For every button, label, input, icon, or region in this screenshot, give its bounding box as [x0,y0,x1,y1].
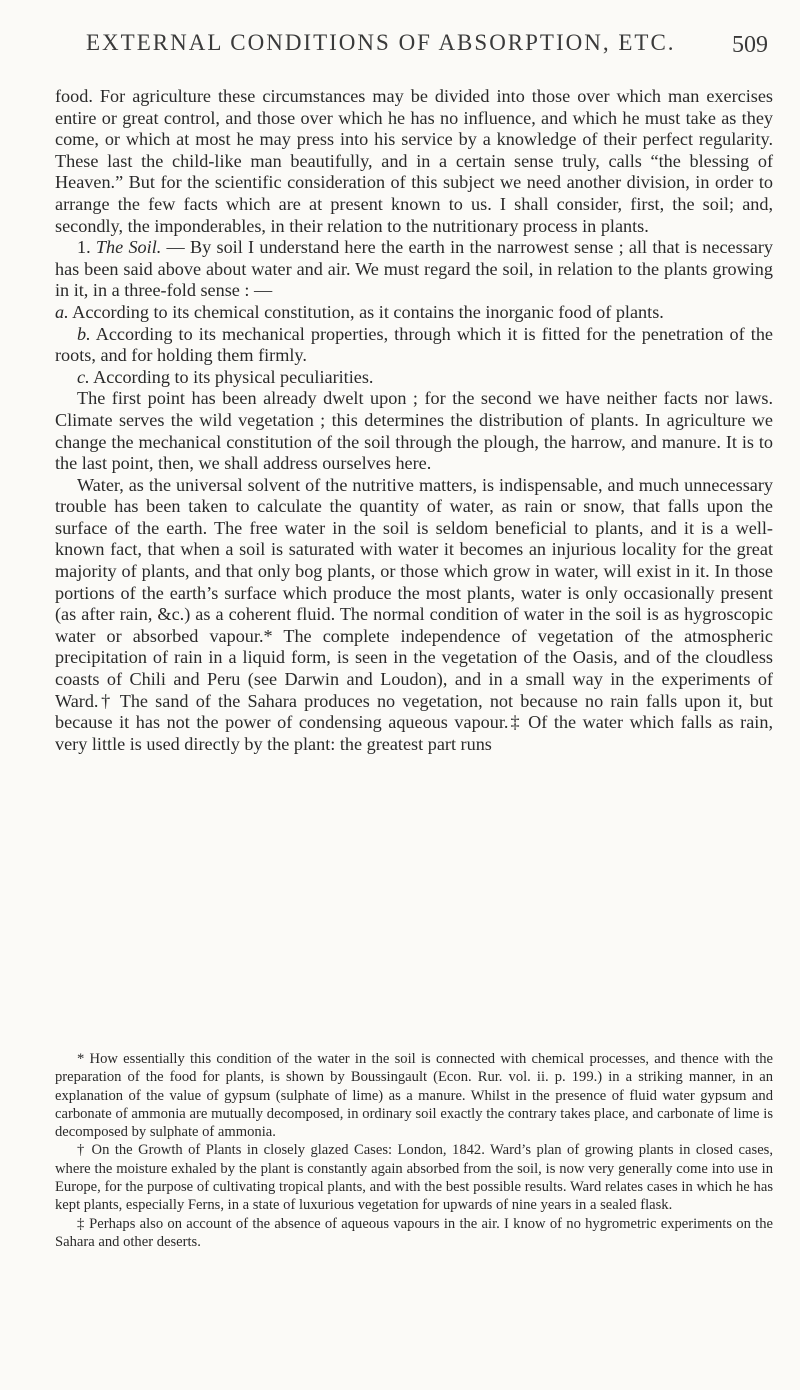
list-label-a: a. [55,301,69,322]
list-item-c [55,367,773,389]
list-text-c: According to its physical peculiarities. [89,366,374,387]
section-text: — By soil I understand here the earth in the narrowest sense ; all that is necessary has been said above about water and air. We must regard the soil, in relation to the plants growing in it, in a three-fold sense : — [55,237,773,301]
section-title: The Soil. [95,237,162,258]
paragraph-soil [55,237,773,302]
footnote-double-dagger: ‡ Perhaps also on account of the absence of aqueous vapours in the air. I know of no hygrometric experiments on the Sahara and other deserts. [55,1215,773,1250]
list-text-b: According to its mechanical properties, through which it is fitted for the penetration of the roots, and for holding them firmly. [55,323,773,366]
footnote-asterisk: * How essentially this condition of the water in the soil is connected with chemical processes, and thence with the preparation of the food for plants, is shown by Boussingault (Econ. Rur. vol. ii. p. 199.) in a striking manner, in an explanation of the value of gypsum (sulphate of lime) as a manure. Whilst in the presence of fluid water gypsum and carbonate of ammonia are mutually decomposed, in ordinary soil exactly the contrary takes place, and carbonate of lime is decomposed by sulphate of ammonia. [55,1051,773,1141]
paragraph-intro: food. For agriculture these circumstances may be divided into those over which man exercises entire or great control, and those over which he has no influence, and which he must take as they come, or which at most he may press into his service by a knowledge of their perfect regularity. These last the child-like man beautifully, and in a certain sense truly, calls “the blessing of Heaven.” But for the scientific consideration of this subject we need another division, in order to arrange the few facts which are at present known to us. I shall consider, first, the soil; and, secondly, the imponderables, in their relation to the nutritionary process in plants. [55,86,773,236]
running-head: EXTERNAL CONDITIONS OF ABSORPTION, ETC. [86,30,676,55]
list-text-a: According to its chemical constitution, as it contains the inorganic food of plants. [68,301,664,322]
list-item-b [55,324,773,367]
page-number: 509 [732,32,768,58]
main-text [55,86,773,755]
paragraph-water: Water, as the universal solvent of the nutritive matters, is indispensable, and much unnecessary trouble has been taken to calculate the quantity of water, as rain or snow, that falls upon the surface of the earth. The free water in the soil is seldom beneficial to plants, and it is a well-known fact, that when a soil is saturated with water it becomes an injurious locality for the great majority of plants, and that only bog plants, or those which grow in water, will exist in it. In those portions of the earth’s surface which produce the most plants, water is only occasionally present (as after rain, &c.) as a coherent fluid. The normal condition of water in the soil is as hygroscopic water or absorbed vapour.* The complete independence of vegetation of the atmospheric precipitation of rain in a liquid form, is seen in the vegetation of the Oasis, and of the cloudless coasts of Chili and Peru (see Darwin and Loudon), and in a small way in the experiments of Ward.† The sand of the Sahara produces no vegetation, not because no rain falls upon it, but because it has not the power of condensing aqueous vapour.‡ Of the water which falls as rain, very little is used directly by the plant: the greatest part runs [55,474,773,754]
footnote-dagger: † On the Growth of Plants in closely glazed Cases: London, 1842. Ward’s plan of growing plants in closed cases, where the moisture exhaled by the plant is constantly again absorbed from the soil, is now very generally come into use in Europe, for the purpose of cultivating tropical plants, and with the best possible results. Ward relates cases in which he has kept plants, especially Ferns, in a state of luxurious vegetation for upwards of nine years in a sealed flask. [55,1142,773,1214]
page-header [0,26,800,76]
list-label-b: b. [77,323,91,344]
paragraph-first-point: The first point has been already dwelt upon ; for the second we have neither facts nor laws. Climate serves the wild vegetation ; this determines the distribution of plants. In agriculture we change the mechanical constitution of the soil through the plough, the harrow, and manure. It is to the last point, then, we shall address ourselves here. [55,388,773,474]
footnotes [55,1050,773,1251]
list-label-c: c. [77,366,90,387]
section-number: 1. [77,237,96,258]
list-item-a [55,302,773,324]
